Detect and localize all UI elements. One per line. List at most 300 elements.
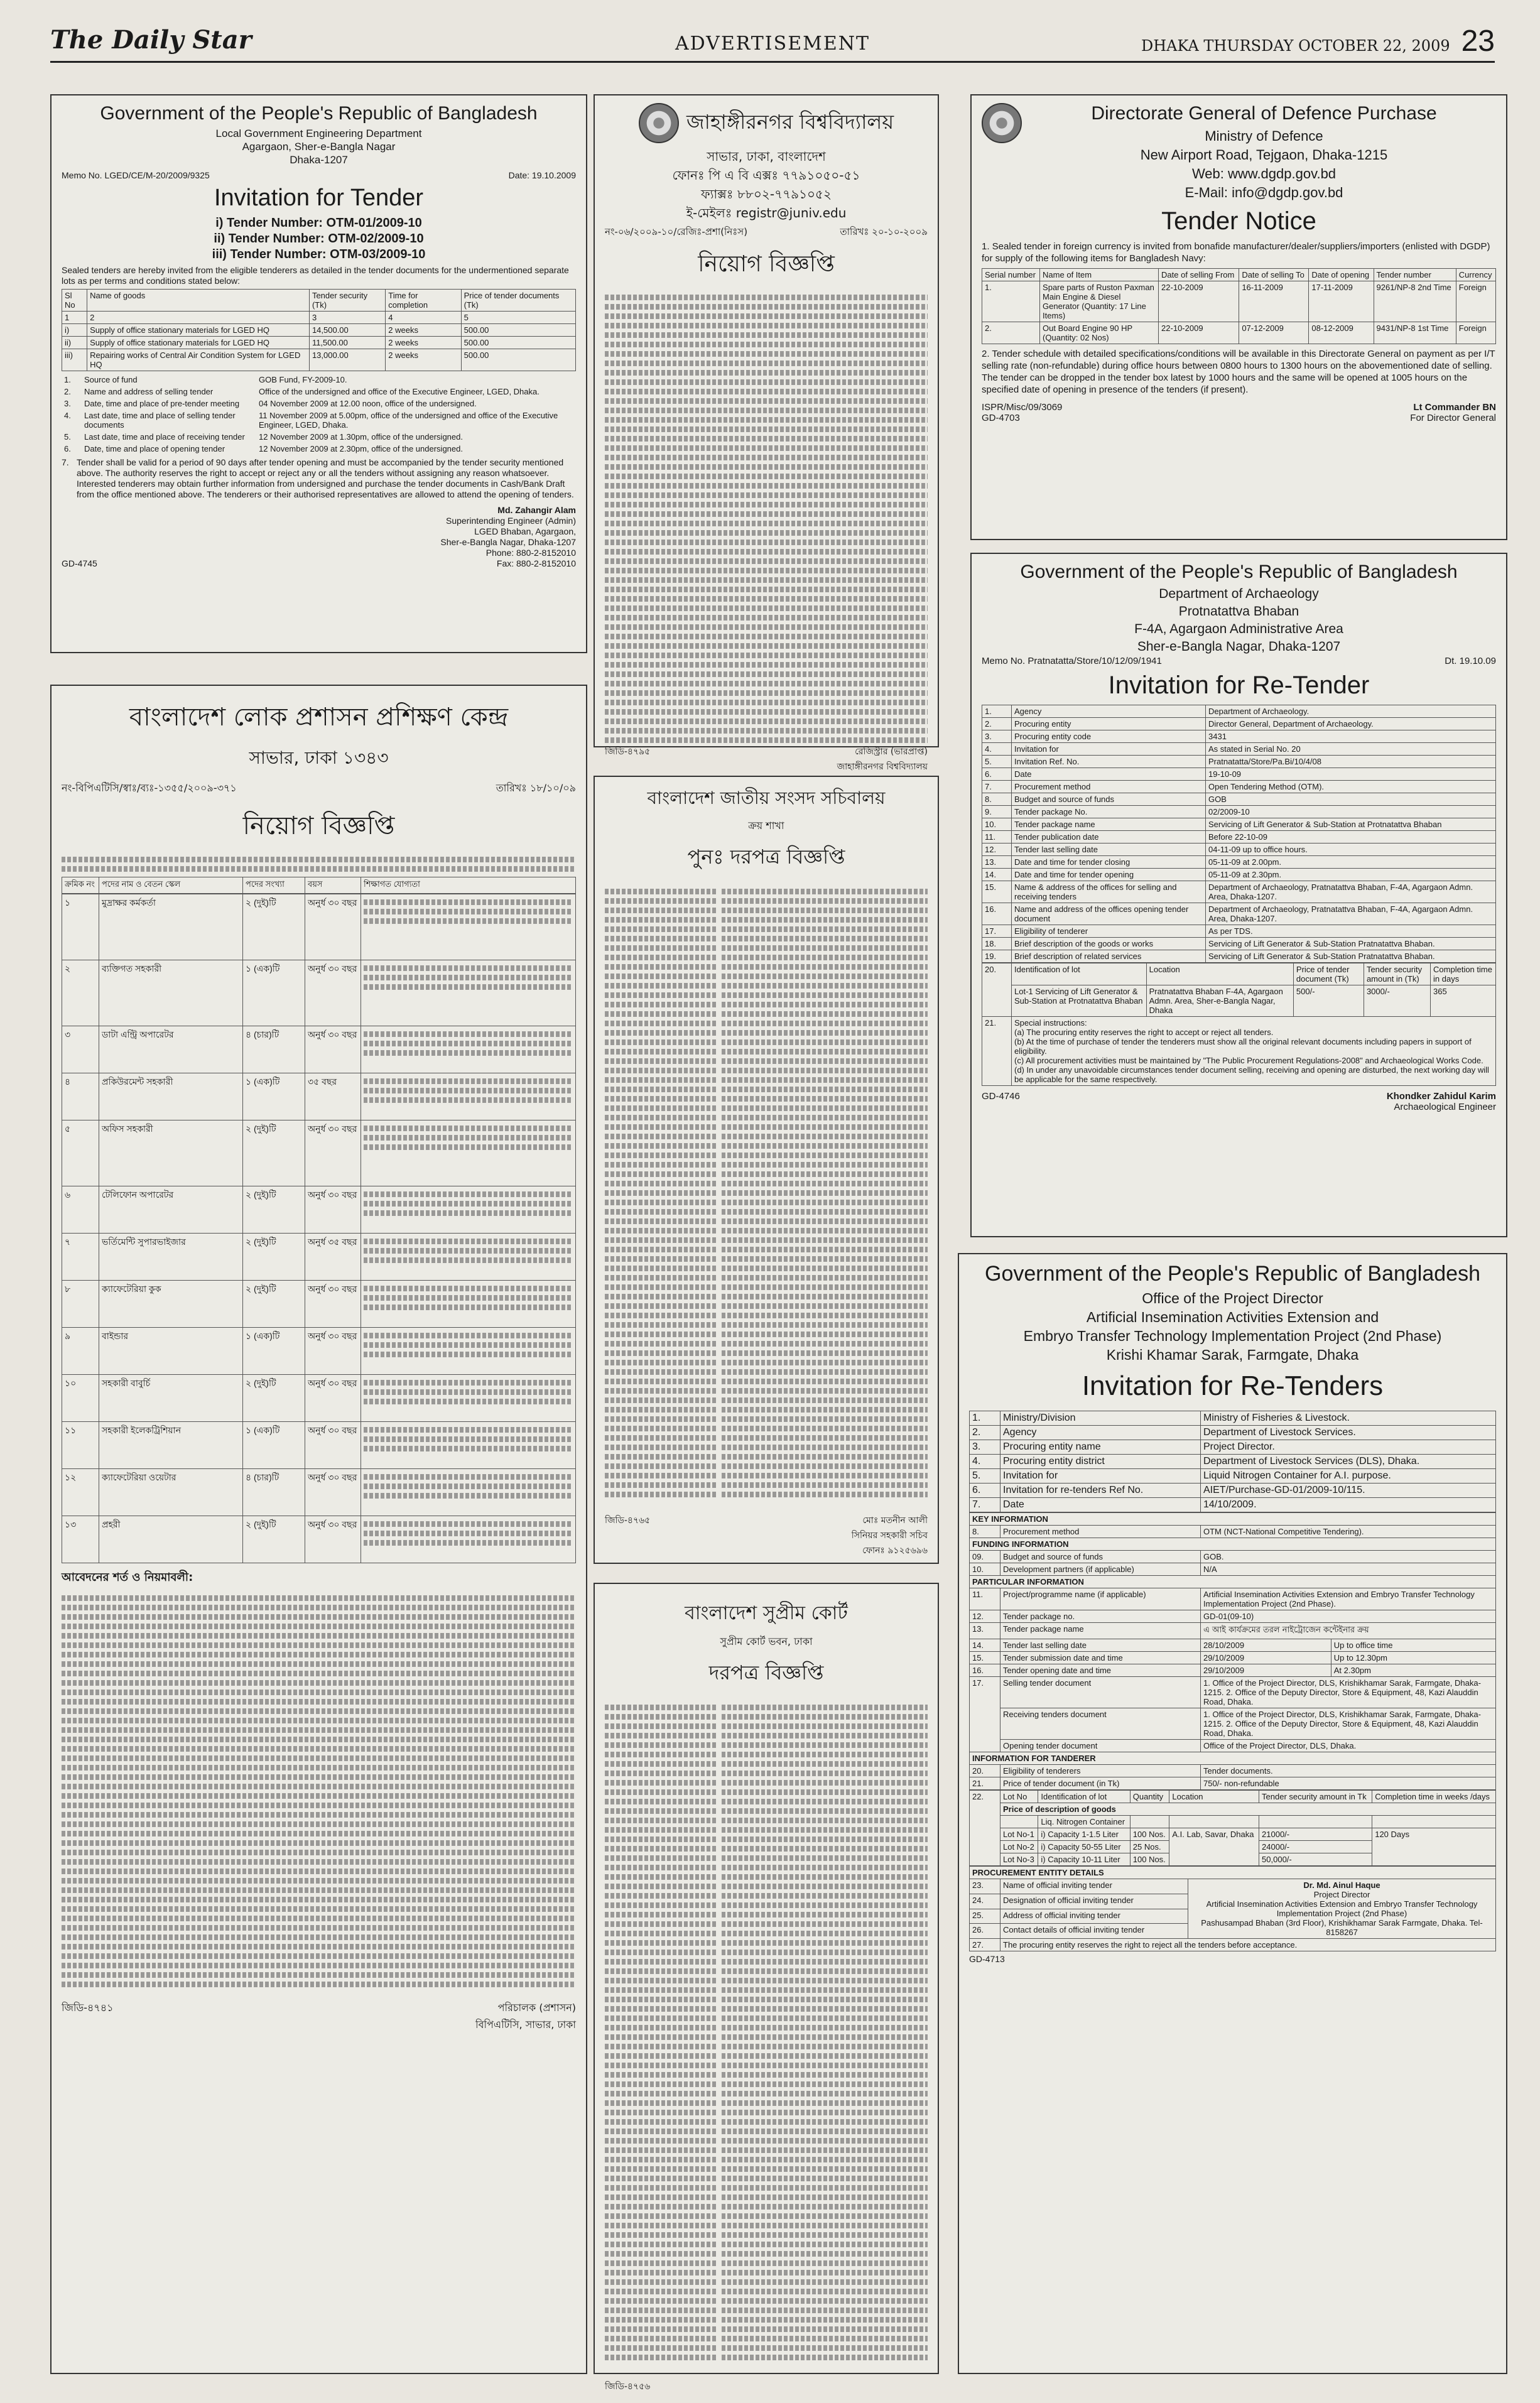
cell: Last date, time and place of receiving tender [84,432,245,442]
cell: ২ (দুই)টি [243,1375,305,1422]
cell: 100 Nos. [1130,1828,1169,1841]
table-row [982,322,1496,344]
arch-special-heading: Special instructions: [1014,1018,1087,1028]
cell: 29/10/2009 [1201,1664,1331,1677]
bpatc-date: তারিখঃ ১৮/১০/০৯ [496,782,576,794]
arch-lot-table [982,963,1496,1086]
ai-funding-heading: FUNDING INFORMATION [970,1538,1496,1551]
table-row [62,337,576,349]
arch-code: GD-4746 [982,1091,1020,1102]
table-row [982,881,1496,903]
cell: Tender package name [1000,1623,1201,1639]
cell: Procuring entity code [1012,730,1206,743]
table-row [970,1828,1496,1841]
cell: মুদ্রাক্ষর কর্মকর্তা [99,894,243,960]
cell: 13. [982,856,1012,869]
cell: Supply of office stationary materials for LGED HQ [87,337,310,349]
sign-title: Superintending Engineer (Admin) [445,516,576,526]
cell: 1. [982,705,1012,718]
cell: 12. [970,1610,1000,1623]
bpatc-rows [62,894,576,1563]
cell: 07-12-2009 [1239,322,1309,344]
ai-proj1: Artificial Insemination Activities Extension and [1086,1309,1379,1325]
table-row [62,1234,576,1281]
cell: অফিস সহকারী [99,1120,243,1186]
cell: 4. [982,743,1012,756]
cell: ২ (দুই)টি [243,894,305,960]
cell: Tender package no. [1000,1610,1201,1623]
ju-phone: ফোনঃ পি এ বি এক্সঃ ৭৭৯১০৫০-৫১ [672,168,860,183]
col-security: Tender security amount in Tk [1259,1791,1372,1803]
cell: Tender package name [1012,818,1206,831]
cell: 1. [982,281,1040,322]
cell: ১ (এক)টি [243,960,305,1026]
table-row [970,1484,1496,1498]
cell: 13,000.00 [309,349,385,371]
cell: Artificial Insemination Activities Extension and Embryo Transfer Technology Implementation Project (2nd Phase). [1201,1588,1496,1610]
cell: 3431 [1206,730,1496,743]
ai-sign2: Project Director [1313,1890,1370,1899]
cell: 09. [970,1551,1000,1563]
lged-date: Date: 19.10.2009 [508,170,576,180]
list-item [62,431,576,443]
cell: Date, time and place of opening tender [84,444,225,453]
parl-phone: ফোনঃ ৯১২৫৬৯৬ [862,1546,928,1556]
cell: ৪ (চার)টি [243,1469,305,1516]
cell: Eligibility of tenderer [1012,925,1206,938]
cell: 3 [309,312,385,324]
cell: 29/10/2009 [1201,1652,1331,1664]
cell: 14. [970,1639,1000,1652]
arch-date: Dt. 19.10.09 [1445,656,1496,666]
table-row [62,1375,576,1422]
ad-parliament-retender [594,776,939,1564]
list-item [62,410,576,431]
cell: অনুর্ধ ৩০ বছর [305,1375,361,1422]
dgdp-ministry: Ministry of Defence [1205,128,1323,144]
table-row [982,856,1496,869]
cell: Name and address of selling tender [84,387,214,396]
cell: Servicing of Lift Generator & Sub-Station Pratnatattva Bhaban. [1206,950,1496,963]
cell: Budget and source of funds [1000,1551,1201,1563]
cell [1259,1816,1372,1828]
court-col-values [722,1701,928,2375]
bpatc-terms-heading: আবেদনের শর্ত ও নিয়মাবলী: [62,1571,193,1584]
cell: Brief description of related services [1012,950,1206,963]
arch-gov: Government of the People's Republic of Bangladesh [1020,561,1458,582]
qualification-cell [361,1026,576,1073]
cell: ২ (দুই)টি [243,1281,305,1328]
cell: Liquid Nitrogen Container for A.I. purpose. [1201,1469,1496,1484]
table-row [62,1422,576,1469]
cell: 21. [970,1777,1000,1790]
cell: 04 November 2009 at 12.00 noon, office of the undersigned. [259,399,477,408]
cell: 17-11-2009 [1309,281,1374,322]
cell: Servicing of Lift Generator & Sub-Station at Protnatattva Bhaban [1206,818,1496,831]
bpatc-terms-text [62,1592,576,1993]
table-row [970,1588,1496,1610]
table-row [970,1498,1496,1512]
arch-bhaban: Protnatattva Bhaban [1178,604,1299,619]
cell: 08-12-2009 [1309,322,1374,344]
table-row [62,312,576,324]
cell: 3. [970,1440,1000,1455]
cell: অনুর্ধ ৩০ বছর [305,1281,361,1328]
bpatc-ref: নং-বিপিএটিসি/স্বাঃ/ব্যঃ-১৩৫৫/২০০৯-৩৭১ [62,782,237,794]
cell: Invitation for [1000,1469,1201,1484]
ju-email: ই-মেইলঃ registr@juniv.edu [686,205,847,220]
table-row [982,730,1496,743]
lged-fax: Fax: 880-2-8152010 [496,558,576,568]
cell: Price of tender document (in Tk) [1000,1777,1201,1790]
cell: Tender last selling date [1012,843,1206,856]
cell: Tender documents. [1201,1765,1496,1777]
lged-gov: Government of the People's Republic of Bangladesh [100,103,538,124]
cell: 20. [982,963,1012,1017]
cell: 14,500.00 [309,324,385,337]
lged-dept: Local Government Engineering Department [215,127,422,139]
cell: প্রহরী [99,1516,243,1563]
table-row [970,1639,1496,1652]
cell: 500.00 [461,324,575,337]
table-row [982,718,1496,730]
court-sub: সুপ্রীম কোর্ট ভবন, ঢাকা [720,1635,813,1647]
table-row [970,1610,1496,1623]
ai-entity-heading: PROCUREMENT ENTITY DETAILS [970,1867,1496,1879]
table-row [982,831,1496,843]
cell: Procuring entity district [1000,1455,1201,1469]
cell: 1. [64,375,71,384]
cell: Lot No-2 [1000,1841,1038,1853]
cell: 4 [386,312,461,324]
cell: ২ [62,960,99,1026]
qualification-cell [361,1516,576,1563]
cell: 500/- [1293,985,1364,1017]
arch-sign2: Archaeological Engineer [1394,1102,1496,1112]
qualification-cell [361,1073,576,1120]
arch-addr2: Sher-e-Bangla Nagar, Dhaka-1207 [1137,639,1341,654]
cell: 5 [461,312,575,324]
cell: Supply of office stationary materials for LGED HQ [87,324,310,337]
list-item [62,386,576,398]
cell: ১ (এক)টি [243,1328,305,1375]
bpatc-code: জিডি-৪৭৪১ [62,2002,114,2014]
cell: ভর্তিমেন্টি সুপারভাইজার [99,1234,243,1281]
table-row [62,1073,576,1120]
table-row [970,1563,1496,1576]
col-sl: ক্রমিক নং [62,877,99,894]
arch-dept: Department of Archaeology [1159,587,1319,601]
cell: GOB Fund, FY-2009-10. [259,375,347,384]
qualification-cell [361,960,576,1026]
cell: Project Director. [1201,1440,1496,1455]
cell: Brief description of the goods or works [1012,938,1206,950]
cell: সহকারী ইলেকট্রিশিয়ান [99,1422,243,1469]
table-row [982,781,1496,793]
cell: OTM (NCT-National Competitive Tendering). [1201,1526,1496,1538]
cell: ১ [62,894,99,960]
cell: অনুর্ধ ৩৫ বছর [305,1234,361,1281]
cell: 19-10-09 [1206,768,1496,781]
cell: 8. [982,793,1012,806]
col-lot: Identification of lot [1012,963,1147,985]
col-completion: Completion time in days [1431,963,1496,985]
dgdp-addr: New Airport Road, Tejgaon, Dhaka-1215 [1140,147,1388,163]
cell: Tender last selling date [1000,1639,1201,1652]
cell: 13. [970,1623,1000,1639]
parl-col-values [722,885,928,1509]
cell: 365 [1431,985,1496,1017]
cell: Tender package No. [1012,806,1206,818]
cell: অনুর্ধ ৩০ বছর [305,894,361,960]
table-row [62,324,576,337]
table-row [62,1120,576,1186]
col-security: Tender security (Tk) [309,290,385,312]
cell: 100 Nos. [1130,1853,1169,1866]
ai-sign: Dr. Md. Ainul Haque [1303,1880,1380,1890]
section-label: ADVERTISEMENT [675,33,870,55]
court-table [605,1697,928,2375]
dgdp-note2: 2. Tender schedule with detailed specifications/conditions will be available in this Directorate General on payment as per I/T selling rate (non-refundable) during office hours between 0800 hours to 1300 hours on the abovementioned date of selling. The tender can be dropped in the tender box latest by 1000 hours and the same will be opened at 1005 hours on the specified date of opening in presence of the tenders (if present). [982,349,1495,395]
table-row [970,1939,1496,1951]
parl-heading: পুনঃ দরপত্র বিজ্ঞপ্তি [687,845,845,869]
ai-title: Invitation for Re-Tenders [1082,1370,1384,1401]
cell: N/A [1201,1563,1496,1576]
ad-lged-tender [50,94,587,653]
cell: Designation of official inviting tender [1000,1894,1188,1909]
ju-body-text [605,291,928,743]
cell: ডাটা এন্ট্রি অপারেটর [99,1026,243,1073]
ai-lots-table [969,1790,1496,1866]
ai-info-heading: INFORMATION FOR TANDERER [970,1752,1496,1765]
cell: 9261/NP-8 2nd Time [1374,281,1456,322]
parl-table [605,881,928,1509]
cell: অনুর্ধ ৩০ বছর [305,1026,361,1073]
col-ident: Identification of lot [1038,1791,1130,1803]
cell: Lot-1 Servicing of Lift Generator & Sub-Station at Protnatattva Bhaban [1012,985,1147,1017]
cell: As stated in Serial No. 20 [1206,743,1496,756]
col-to: Date of selling To [1239,269,1309,281]
masthead [50,19,1495,63]
arch-title: Invitation for Re-Tender [1108,671,1370,699]
lged-t3: iii) Tender Number: OTM-03/2009-10 [212,247,426,261]
cell: ৫ [62,1120,99,1186]
cell: 50,000/- [1259,1853,1372,1866]
cell: Invitation Ref. No. [1012,756,1206,768]
cell: 8. [970,1526,1000,1538]
lged-t1: i) Tender Number: OTM-01/2009-10 [215,216,422,230]
cell: ৯ [62,1328,99,1375]
cell: প্রকিউরমেন্ট সহকারী [99,1073,243,1120]
ju-title: জাহাঙ্গীরনগর বিশ্ববিদ্যালয় [686,110,894,134]
cell: Office of the Project Director, DLS, Dhaka. [1201,1740,1496,1752]
cell: Opening tender document [1000,1740,1201,1752]
cell: i) Capacity 50-55 Liter [1038,1841,1130,1853]
lged-memo: Memo No. LGED/CE/M-20/2009/9325 [62,170,210,180]
col-price: Price of tender documents (Tk) [461,290,575,312]
table-row [970,1440,1496,1455]
table-row [970,1740,1496,1752]
cell: ৬ [62,1186,99,1234]
cell: ২ (দুই)টি [243,1186,305,1234]
cell: Repairing works of Central Air Condition System for LGED HQ [87,349,310,371]
cell: 6. [970,1484,1000,1498]
cell: 25 Nos. [1130,1841,1169,1853]
qualification-cell [361,1186,576,1234]
sign-addr: Sher-e-Bangla Nagar, Dhaka-1207 [440,537,576,547]
cell: 28/10/2009 [1201,1639,1331,1652]
cell: 5. [64,432,71,442]
cell: AIET/Purchase-GD-01/2009-10/115. [1201,1484,1496,1498]
cell: Spare parts of Ruston Paxman Main Engine & Diesel Generator (Quantity: 17 Line Items) [1040,281,1159,322]
cell: 4. [970,1455,1000,1469]
cell: 24000/- [1259,1841,1372,1853]
cell: 12 November 2009 at 1.30pm, office of the undersigned. [259,432,463,442]
cell [1169,1816,1259,1828]
cell: Department of Archaeology, Pratnatattva Bhaban, F-4A, Agargaon Admn. Area, Dhaka-1207. [1206,881,1496,903]
cell [1000,1816,1038,1828]
cell: 2 [87,312,310,324]
cell: Office of the undersigned and office of the Executive Engineer, LGED, Dhaka. [259,387,540,396]
cell: Up to office time [1331,1639,1495,1652]
cell: 2 weeks [386,349,461,371]
dgdp-intro: 1. Sealed tender in foreign currency is invited from bonafide manufacturer/dealer/suppliers/importers (enlisted with DGDP) for supply of the following items for Bangladesh Navy: [982,241,1490,264]
table-row [62,349,576,371]
cell: ১২ [62,1469,99,1516]
cell: 15. [970,1652,1000,1664]
ad-dgdp-tender [970,94,1507,540]
lged-goods-table [62,289,576,371]
ai-sign3: Artificial Insemination Activities Extension and Embryo Transfer Technology Implementation Project (2nd Phase) [1206,1899,1478,1918]
arch-special-a: (a) The procuring entity reserves the right to accept or reject all tenders. [1014,1028,1274,1037]
dgdp-sign: Lt Commander BN [1413,402,1496,413]
ju-heading: নিয়োগ বিজ্ঞপ্তি [698,251,835,277]
dgdp-sign2: For Director General [1410,413,1496,423]
cell: Department of Archaeology, Pratnatattva Bhaban, F-4A, Agargaon Admn. Area, Dhaka-1207. [1206,903,1496,925]
cell: Liq. Nitrogen Container [1038,1816,1130,1828]
table-row [982,793,1496,806]
cell: 02/2009-10 [1206,806,1496,818]
ai-addr: Krishi Khamar Sarak, Farmgate, Dhaka [1106,1347,1359,1363]
cell: ১৩ [62,1516,99,1563]
cell: 20. [970,1765,1000,1777]
cell: Pratnatattva Bhaban F-4A, Agargaon Admn. Area, Sher-e-Bangla Nagar, Dhaka [1146,985,1293,1017]
table-row [970,1426,1496,1440]
cell: বাইন্ডার [99,1328,243,1375]
arch-special-c: (c) All procurement activities must be maintained by "The Public Procurement Regulations-2008" and Archaeological Works Code. [1014,1056,1483,1065]
table-row [970,1677,1496,1708]
cell: Up to 12.30pm [1331,1652,1495,1664]
cell: ২ (দুই)টি [243,1120,305,1186]
cell: ১১ [62,1422,99,1469]
court-heading: দরপত্র বিজ্ঞপ্তি [708,1661,824,1684]
cell: 9431/NP-8 1st Time [1374,322,1456,344]
cell: Ministry of Fisheries & Livestock. [1201,1411,1496,1426]
cell: 10. [970,1563,1000,1576]
table-row [982,903,1496,925]
cell: ৪ [62,1073,99,1120]
dgdp-title: Directorate General of Defence Purchase [1091,103,1437,124]
table-row [970,1411,1496,1426]
col-qty: Quantity [1130,1791,1169,1803]
cell: টেলিফোন অপারেটর [99,1186,243,1234]
page-number: 23 [1461,24,1495,58]
cell: 11 November 2009 at 5.00pm, office of the undersigned and office of the Executive Engineer, LGED, Dhaka. [259,411,558,430]
dgdp-web: Web: www.dgdp.gov.bd [1191,166,1337,182]
ad-ai-project-retender [958,1253,1507,2374]
table-row [970,1526,1496,1538]
cell: 9. [982,806,1012,818]
cell: Selling tender document [1000,1677,1201,1708]
cell: 25. [970,1909,1000,1924]
col-qualification: শিক্ষাগত যোগ্যতা [361,877,576,894]
cell: Foreign [1456,322,1495,344]
cell: 12. [982,843,1012,856]
col-price: Price of tender document (Tk) [1293,963,1364,985]
col-lot: Lot No [1000,1791,1038,1803]
lged-code: GD-4745 [62,558,97,568]
cell: Contact details of official inviting tender [1000,1924,1188,1939]
col-post: পদের নাম ও বেতন স্কেল [99,877,243,894]
qualification-cell [361,1234,576,1281]
cell [1130,1816,1169,1828]
cell: 11,500.00 [309,337,385,349]
cell: 21. [982,1017,1012,1086]
lged-addr1: Agargaon, Sher-e-Bangla Nagar [242,141,396,153]
ad-archaeology-retender [970,553,1507,1237]
cell: 22. [970,1791,1000,1866]
ai-entity-table [969,1866,1496,1951]
table-row [982,756,1496,768]
table-row [62,1186,576,1234]
lged-title: Invitation for Tender [214,185,424,211]
cell: ১০ [62,1375,99,1422]
cell: 22-10-2009 [1159,322,1239,344]
table-row [982,869,1496,881]
cell: অনুর্ধ ৩০ বছর [305,1120,361,1186]
cell: Tender publication date [1012,831,1206,843]
table-row [982,938,1496,950]
table-row [970,1455,1496,1469]
cell: As per TDS. [1206,925,1496,938]
col-location: Location [1169,1791,1259,1803]
cell: 15. [982,881,1012,903]
arch-sign: Khondker Zahidul Karim [1386,1091,1496,1102]
cell: 18. [982,938,1012,950]
cell: 05-11-09 at 2.00pm. [1206,856,1496,869]
lged-t2: ii) Tender Number: OTM-02/2009-10 [214,232,424,246]
table-row [982,925,1496,938]
cell: At 2.30pm [1331,1664,1495,1677]
cell: ক্যাফেটেরিয়া ওয়েটার [99,1469,243,1516]
dateline [1141,24,1495,58]
cell: 26. [970,1924,1000,1939]
cell: Project/programme name (if applicable) [1000,1588,1201,1610]
cell: 5. [982,756,1012,768]
ju-sign: রেজিস্ট্রার (ভারপ্রাপ্ত) [855,747,928,757]
bpatc-sign2: বিপিএটিসি, সাভার, ঢাকা [475,2019,576,2031]
cell: Date [1012,768,1206,781]
cell: ১ (এক)টি [243,1422,305,1469]
cell: ২ (দুই)টি [243,1234,305,1281]
ai-code: GD-4713 [969,1954,1005,1964]
court-col-labels [605,1701,718,2375]
cell: 17. [970,1677,1000,1752]
cell: এ আই কার্যক্রমের তরল নাইট্রোজেন কন্টেইনার ক্রয় [1201,1623,1496,1639]
cell: Ministry/Division [1000,1411,1201,1426]
table-row [970,1664,1496,1677]
table-row [982,743,1496,756]
